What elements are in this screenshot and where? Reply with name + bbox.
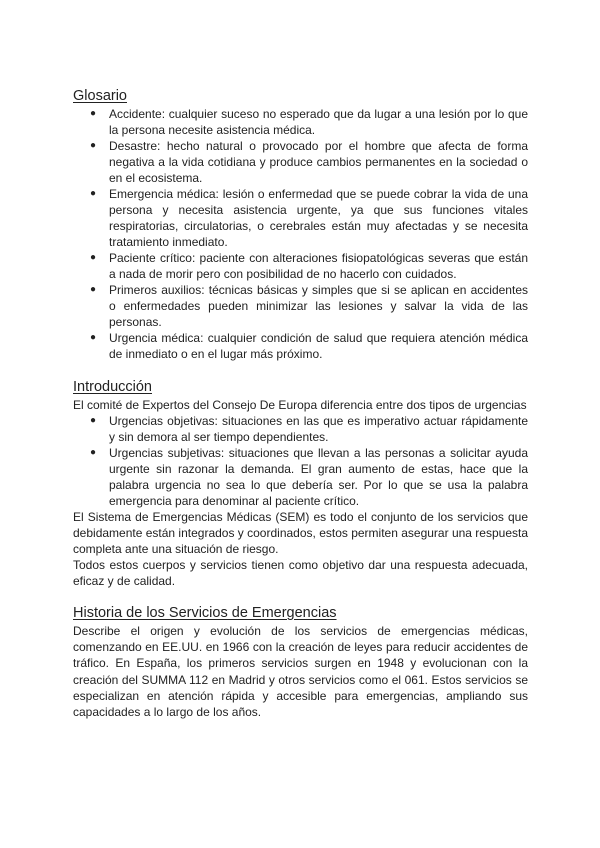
list-item bbox=[73, 250, 528, 282]
glosario-item-accidente: Accidente: cualquier suceso no esperado que da lugar a una lesión por lo que la persona necesite asistencia médica. bbox=[109, 107, 528, 137]
glosario-list bbox=[73, 106, 528, 362]
urgencias-subjetivas: Urgencias subjetivas: situaciones que llevan a las personas a solicitar ayuda urgente sin razonar la demanda. El gran aumento de estas, hace que la palabra urgencia no sea lo que debería ser. Por lo que se usa la palabra emergencia para denominar al paciente crítico. bbox=[109, 446, 528, 508]
bullet-icon: ● bbox=[90, 415, 97, 426]
list-item bbox=[73, 413, 528, 445]
bullet-icon: ● bbox=[90, 108, 97, 119]
bullet-icon: ● bbox=[90, 252, 97, 263]
glosario-item-urgencia: Urgencia médica: cualquier condición de salud que requiera atención médica de inmediato o en el lugar más próximo. bbox=[109, 331, 528, 361]
list-item bbox=[73, 282, 528, 330]
glosario-item-desastre: Desastre: hecho natural o provocado por el hombre que afecta de forma negativa a la vida cotidiana y produce cambios permanentes en la sociedad o en el ecosistema. bbox=[109, 139, 528, 185]
list-item bbox=[73, 445, 528, 509]
bullet-icon: ● bbox=[90, 188, 97, 199]
list-item bbox=[73, 106, 528, 138]
objetivo-paragraph: Todos estos cuerpos y servicios tienen como objetivo dar una respuesta adecuada, eficaz y de calidad. bbox=[73, 558, 528, 588]
list-item bbox=[73, 330, 528, 362]
urgencias-objetivas: Urgencias objetivas: situaciones en las que es imperativo actuar rápidamente y sin demora al ser tiempo dependientes. bbox=[109, 414, 528, 444]
glosario-item-emergencia: Emergencia médica: lesión o enfermedad que se puede cobrar la vida de una persona y necesita asistencia urgente, ya que sus funciones vitales respiratorias, circulatorias, o cerebrales están muy afectadas y se necesita tratamiento inmediato. bbox=[109, 187, 528, 249]
sem-paragraph: El Sistema de Emergencias Médicas (SEM) es todo el conjunto de los servicios que debidamente están integrados y coordinados, estos permiten asegurar una respuesta completa ante una situación de riesgo. bbox=[73, 510, 528, 556]
glosario-item-primeros-auxilios: Primeros auxilios: técnicas básicas y simples que si se aplican en accidentes o enfermedades pueden minimizar las lesiones y salvar la vida de las personas. bbox=[109, 283, 528, 329]
urgencias-list bbox=[73, 413, 528, 509]
historia-heading: Historia de los Servicios de Emergencias bbox=[73, 605, 337, 621]
bullet-icon: ● bbox=[90, 140, 97, 151]
introduccion-heading: Introducción bbox=[73, 379, 152, 395]
bullet-icon: ● bbox=[90, 447, 97, 458]
glosario-item-paciente: Paciente crítico: paciente con alteraciones fisiopatológicas severas que están a nada de morir pero con posibilidad de no hacerlo con cuidados. bbox=[109, 251, 528, 281]
list-item bbox=[73, 138, 528, 186]
bullet-icon: ● bbox=[90, 332, 97, 343]
bullet-icon: ● bbox=[90, 284, 97, 295]
glosario-heading: Glosario bbox=[73, 88, 127, 104]
introduccion-intro: El comité de Expertos del Consejo De Europa diferencia entre dos tipos de urgencias bbox=[73, 398, 527, 412]
list-item bbox=[73, 186, 528, 250]
historia-paragraph: Describe el origen y evolución de los servicios de emergencias médicas, comenzando en EE.UU. en 1966 con la creación de leyes para reducir accidentes de tráfico. En España, los primeros servicios surgen en 1948 y evolucionan con la creación del SUMMA 112 en Madrid y otros servicios como el 061. Estos servicios se especializan en atención rápida y accesible para emergencias, ampliando sus capacidades a lo largo de los años. bbox=[73, 624, 528, 720]
